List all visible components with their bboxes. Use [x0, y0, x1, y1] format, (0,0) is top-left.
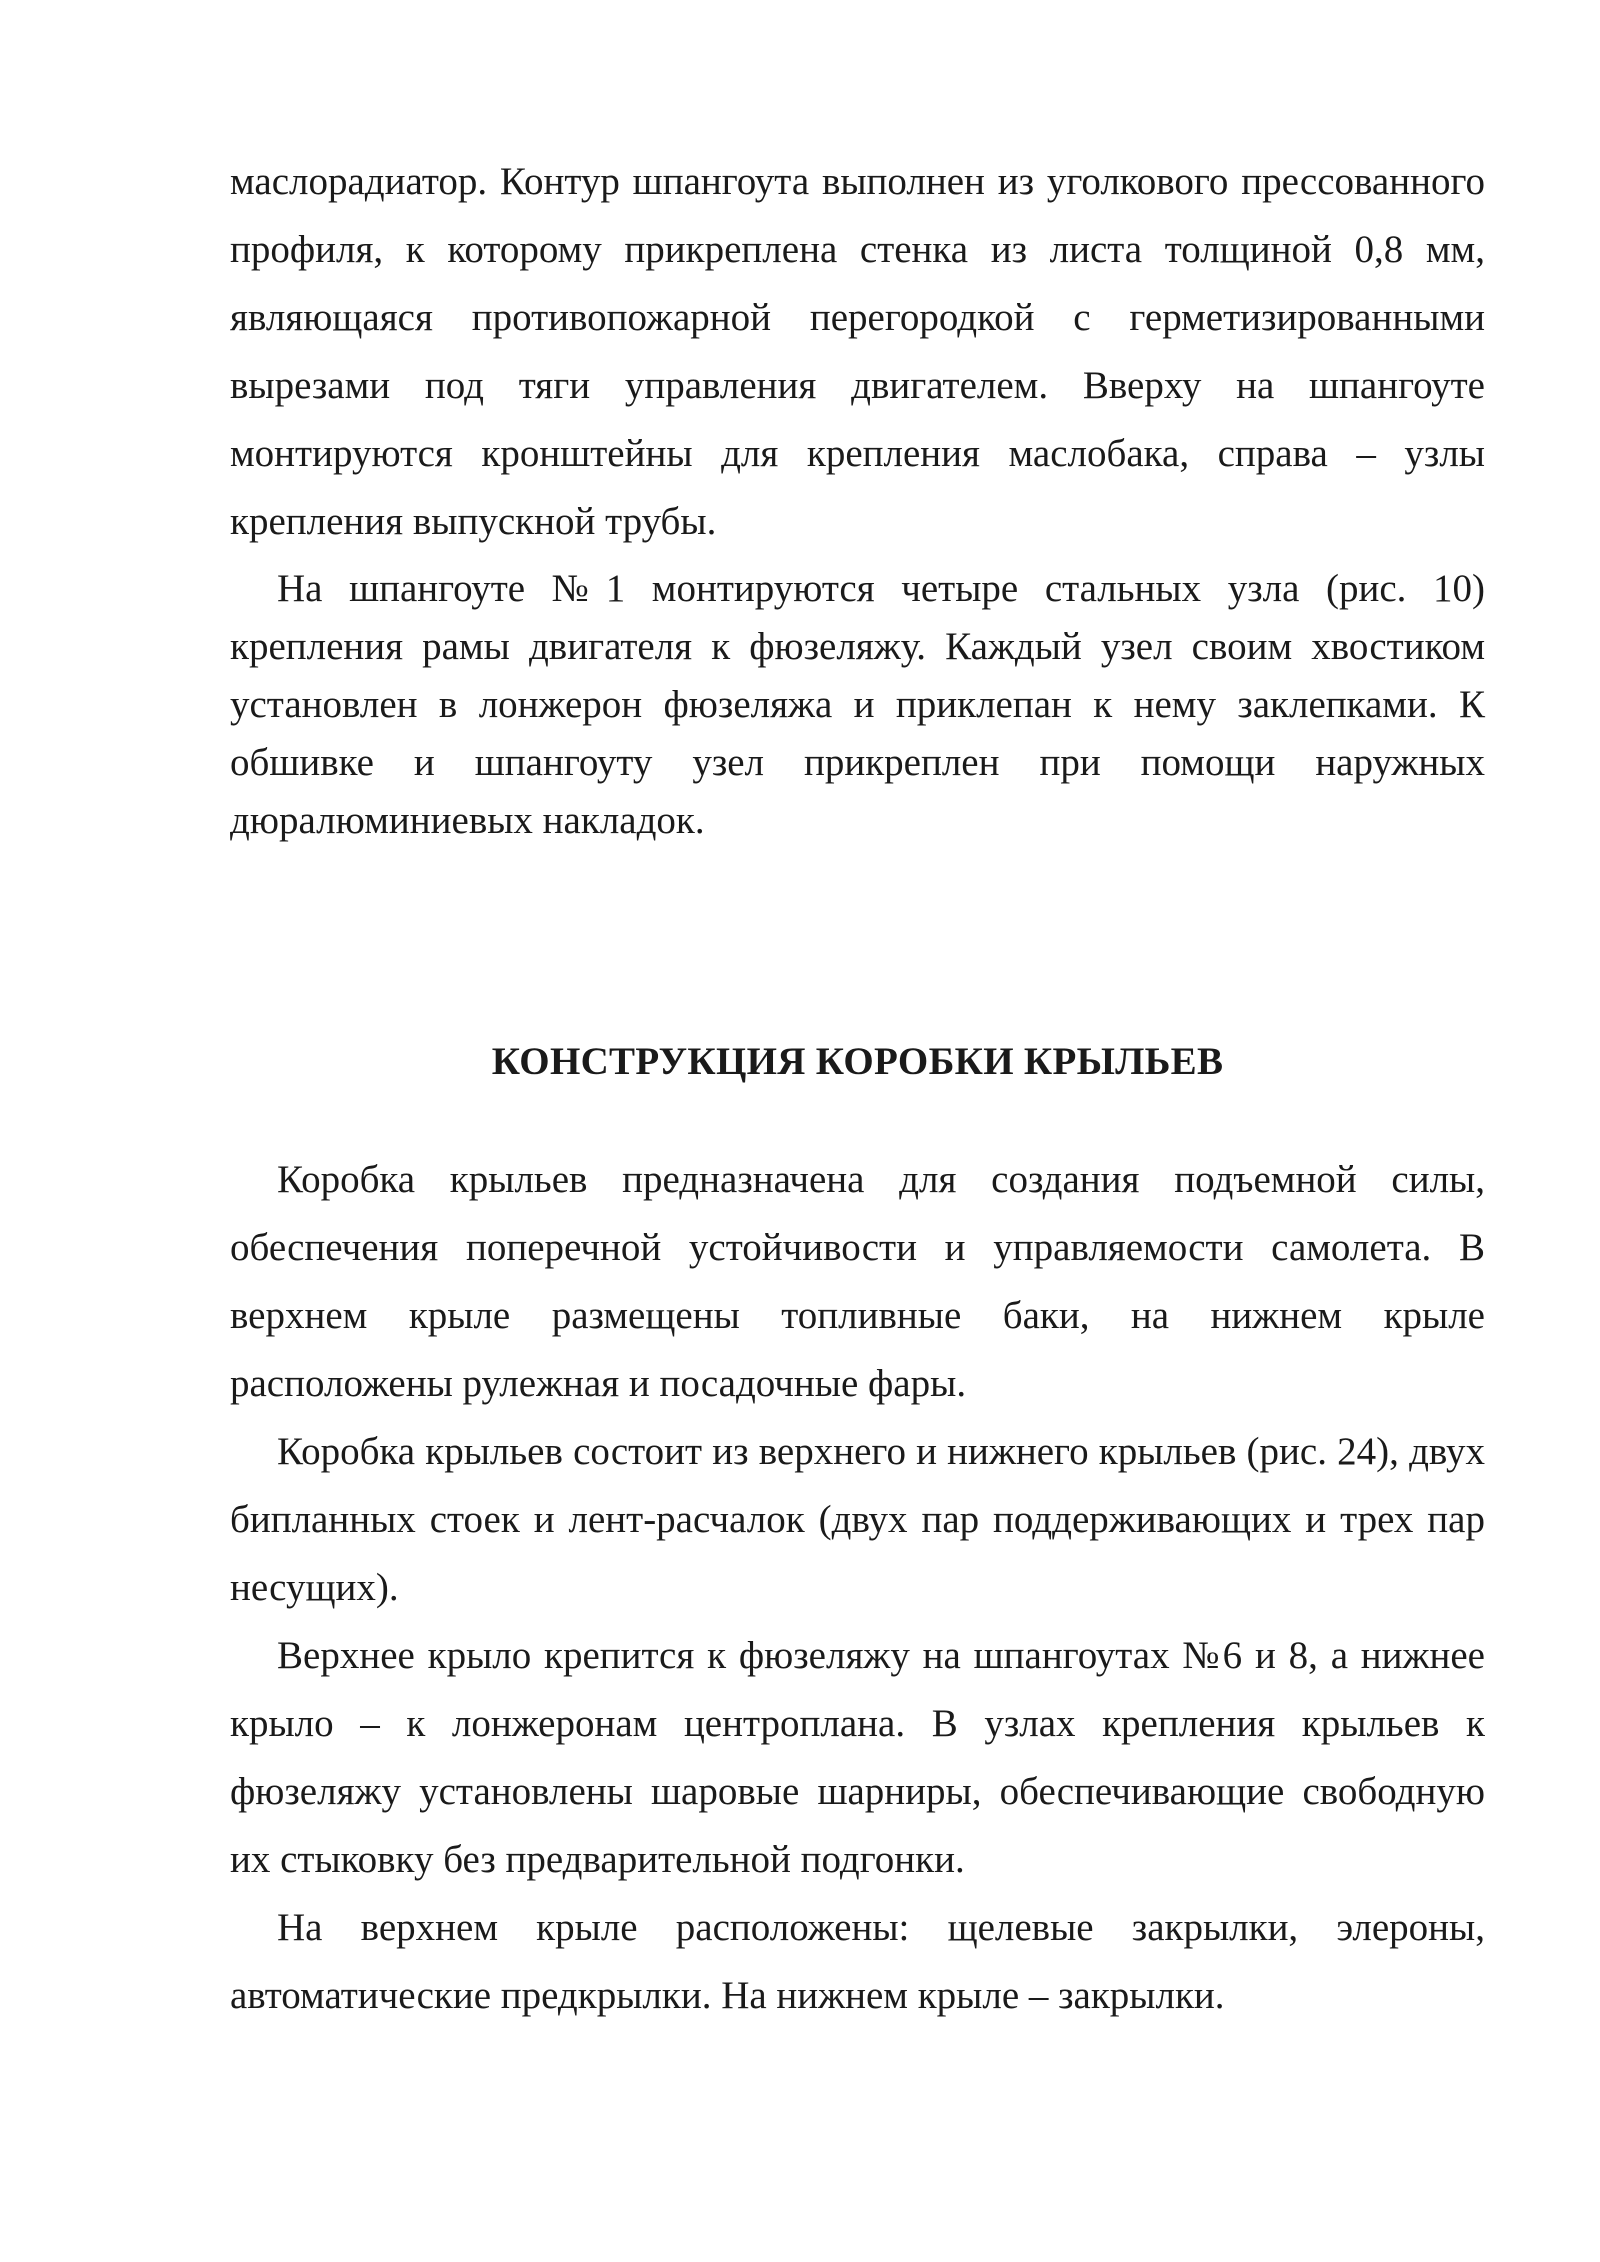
- paragraph-composition: Коробка крыльев состоит из верхнего и нижнего крыльев (рис. 24), двух бипланных стоек и лент-расчалок (двух пар поддерживающих и трех пар несущих).: [230, 1430, 1485, 1609]
- paragraph-engine-mount: На шпангоуте №1 монтируются четыре стальных узла (рис. 10) крепления рамы двигателя к фюзеляжу. Каждый узел своим хвостиком установлен в лонжерон фюзеляжа и приклепан к нему заклепками. К обшивке и шпангоуту узел прикреплен при помощи наружных дюралюминиевых накладок.: [230, 567, 1485, 842]
- section-body: [230, 1146, 1485, 2030]
- paragraph-continuation: маслорадиатор. Контур шпангоута выполнен из уголкового прессованного профиля, к которому прикреплена стенка из листа толщиной 0,8 мм, являющаяся противопожарной перегородкой с герметизированными вырезами под тяги управления двигателем. Вверху на шпангоуте монтируются кронштейны для крепления маслобака, справа – узлы крепления выпускной трубы.: [230, 160, 1485, 543]
- paragraph-purpose: Коробка крыльев предназначена для создания подъемной силы, обеспечения поперечной устойчивости и управляемости самолета. В верхнем крыле размещены топливные баки, на нижнем крыле расположены рулежная и посадочные фары.: [230, 1158, 1485, 1405]
- paragraph-block-2: [230, 560, 1485, 850]
- section-heading: КОНСТРУКЦИЯ КОРОБКИ КРЫЛЬЕВ: [491, 1040, 1224, 1083]
- paragraph-block-1: [230, 148, 1485, 556]
- paragraph-control-surfaces: На верхнем крыле расположены: щелевые закрылки, элероны, автоматические предкрылки. На нижнем крыле – закрылки.: [230, 1906, 1485, 2017]
- paragraph-attachment: Верхнее крыло крепится к фюзеляжу на шпангоутах №6 и 8, а нижнее крыло – к лонжеронам центроплана. В узлах крепления крыльев к фюзеляжу установлены шаровые шарниры, обеспечивающие свободную их стыковку без предварительной подгонки.: [230, 1634, 1485, 1881]
